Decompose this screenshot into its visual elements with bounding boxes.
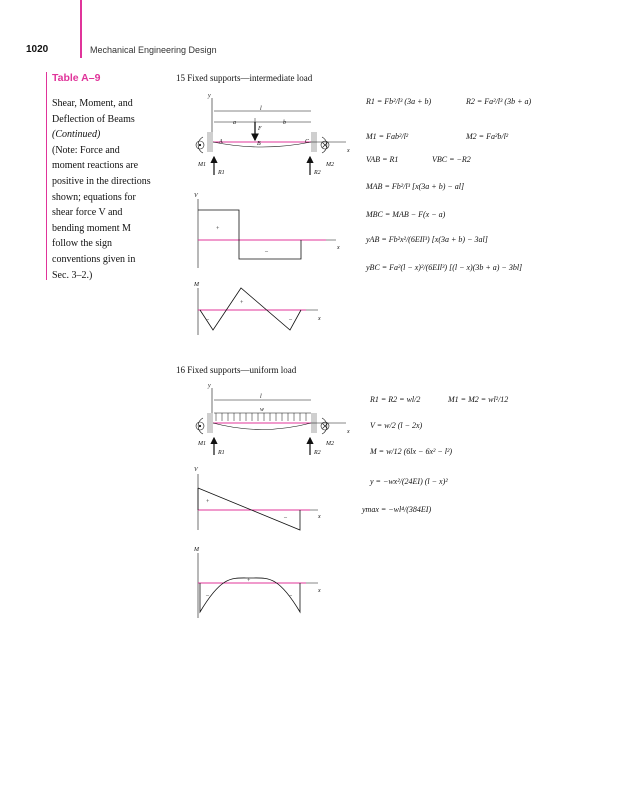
label-plus-m: +: [240, 300, 244, 306]
label-minus-m2: –: [289, 317, 292, 323]
eq-MAB: MAB = Fb²/l³ [x(3a + b) − al]: [366, 182, 465, 191]
desc-line: Deflection of Beams: [52, 113, 135, 125]
desc-line: bending moment M: [52, 222, 131, 234]
label-minus-v: –: [265, 249, 268, 255]
label-l: l: [260, 106, 262, 112]
eq-V-16: V = w/2 (l − 2x): [370, 421, 423, 430]
desc-line: Shear, Moment, and: [52, 98, 133, 109]
label-minus-m16b: –: [289, 593, 292, 599]
label-M2-16: M2: [326, 441, 334, 447]
eq-R1: R1 = Fb²/l³ (3a + b): [366, 97, 432, 106]
desc-line: follow the sign: [52, 238, 112, 250]
label-R2: R2: [314, 170, 321, 176]
label-plus-m16: +: [247, 578, 251, 584]
label-x-v16: x: [318, 514, 321, 520]
eq-ymax-16: ymax = −wl⁴/(384EI): [362, 505, 432, 514]
eq-R-16: R1 = R2 = wl/2: [370, 395, 421, 404]
label-plus-v16: +: [206, 499, 210, 505]
label-x-v: x: [337, 245, 340, 251]
eq-y-16: y = −wx²/(24EI) (l − x)²: [370, 477, 448, 486]
eq-yAB: yAB = Fb²x²/(6EIl³) [x(3a + b) − 3al]: [366, 235, 488, 244]
label-M: M: [194, 282, 199, 288]
label-l-16: l: [260, 394, 262, 400]
label-B: B: [257, 141, 261, 147]
label-M1-16: M1: [198, 441, 206, 447]
desc-line: positive in the directions: [52, 175, 151, 187]
label-b: b: [283, 120, 286, 126]
desc-line: shown; equations for: [52, 191, 136, 203]
eq-M1: M1 = Fab²/l²: [366, 132, 409, 141]
label-x-16: x: [347, 429, 350, 435]
label-F: F: [258, 126, 262, 132]
eq-VBC: VBC = −R2: [432, 155, 471, 164]
label-y: y: [208, 93, 211, 99]
label-R1: R1: [218, 170, 225, 176]
eq-M2: M2 = Fa²b/l²: [466, 132, 509, 141]
eq-M-16: M1 = M2 = wl²/12: [448, 395, 509, 404]
label-C: C: [305, 139, 310, 145]
label-x-m16: x: [318, 588, 321, 594]
label-R1-16: R1: [218, 450, 225, 456]
case16-title: 16 Fixed supports—uniform load: [176, 365, 297, 375]
desc-line: (Continued): [52, 129, 101, 141]
label-minus-v16: –: [284, 515, 287, 521]
desc-line: (Note: Force and: [52, 144, 120, 156]
label-x: x: [347, 148, 350, 154]
label-A: A: [219, 139, 223, 145]
desc-line: conventions given in: [52, 253, 136, 265]
case15-title: 15 Fixed supports—intermediate load: [176, 73, 313, 83]
label-R2-16: R2: [314, 450, 321, 456]
label-M2: M2: [326, 162, 334, 168]
desc-line: Sec. 3–2.): [52, 269, 93, 281]
eq-MBC: MBC = MAB − F(x − a): [366, 210, 446, 219]
desc-line: shear force V and: [52, 207, 123, 219]
book-title: Mechanical Engineering Design: [90, 45, 217, 55]
eq-R2: R2 = Fa²/l³ (3b + a): [466, 97, 532, 106]
label-M1: M1: [198, 162, 206, 168]
eq-Mx-16: M = w/12 (6lx − 6x² − l²): [370, 447, 453, 456]
label-plus-v: +: [216, 226, 220, 232]
label-w: w: [260, 407, 265, 413]
label-minus-m16a: –: [206, 593, 209, 599]
label-V: V: [194, 193, 198, 199]
label-V-16: V: [194, 467, 198, 473]
label-a: a: [233, 120, 236, 126]
page-number: 1020: [26, 44, 49, 55]
label-x-m: x: [318, 316, 321, 322]
table-title: Table A–9: [52, 72, 101, 84]
eq-VAB: VAB = R1: [366, 155, 399, 164]
eq-yBC: yBC = Fa²(l − x)²/(6EIl³) [(l − x)(3b + a) − 3bl]: [366, 263, 523, 272]
label-minus-m1: –: [206, 317, 209, 323]
label-M-16: M: [194, 547, 199, 553]
label-y-16: y: [208, 383, 211, 389]
desc-line: moment reactions are: [52, 160, 139, 172]
